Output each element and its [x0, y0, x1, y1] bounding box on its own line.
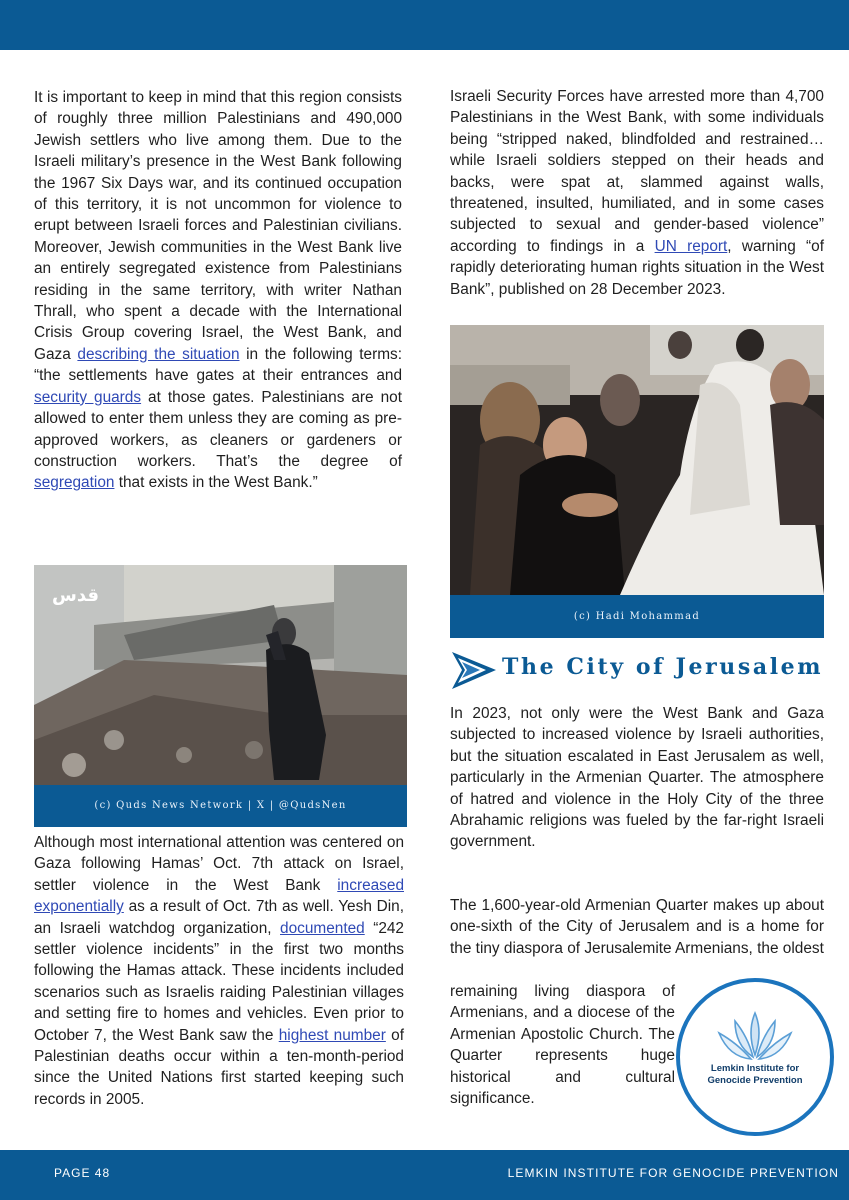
text-run: at those gates. Palestinians are not allowed to enter them unless they are coming as pre-approved workers, as cleaners or gardeners or construction workers. That’s the degree of: [34, 388, 402, 470]
paragraph-jerusalem: In 2023, not only were the West Bank and Gaza subjected to increased violence by Israeli authorities, but the situation escalated in East Jerusalem as well, particularly in the Armenian Quarter. The atmosphere of hatred and violence in the Holy City of the three Abrahamic religions was fueled by the far-right Israeli government.: [450, 705, 824, 851]
text-run: as a result of Oct. 7th as well. Yesh Din, an Israeli watchdog organization,: [34, 898, 404, 937]
lemkin-logo: [675, 977, 835, 1137]
header-bar: [0, 0, 849, 50]
photo-rubble-illustration: [34, 565, 407, 785]
link-increased-exponentially[interactable]: increased exponentially: [34, 876, 404, 916]
link-security-guards[interactable]: security guards: [34, 388, 142, 406]
text-run: in the following terms: “the settlements have gates at their entrances and: [34, 345, 402, 385]
link-documented[interactable]: documented: [280, 919, 365, 937]
logo-line-1: Lemkin Institute for: [710, 1063, 800, 1074]
footer-organization: LEMKIN INSTITUTE FOR GENOCIDE PREVENTION: [507, 1166, 839, 1180]
section-title: The City of Jerusalem: [502, 654, 824, 680]
text-run: Although most international attention was centered on Gaza following Hamas’ Oct. 7th attack on Israel, settler violence in the West Bank: [34, 834, 404, 894]
right-paragraph-3a: [450, 895, 824, 959]
text-run: that exists in the West Bank.”: [114, 474, 318, 492]
arrow-chevron-icon: [450, 648, 498, 693]
photo-caption-left: (c) Quds News Network | X | @QudsNen: [34, 785, 407, 827]
right-paragraph-1: [450, 86, 824, 300]
logo-text: [675, 1063, 835, 1087]
link-segregation[interactable]: segregation: [34, 474, 115, 492]
logo-line-2: Genocide Prevention: [707, 1075, 803, 1086]
text-run: of Palestinian deaths occur within a ten-month-period since the United Nations first started keeping such records in 2005.: [34, 1026, 404, 1108]
section-heading: [450, 648, 840, 693]
right-paragraph-2: [450, 703, 824, 853]
right-paragraph-3b: [450, 981, 675, 1109]
left-paragraph-2: [34, 832, 404, 1110]
text-run: , warning “of rapidly deteriorating human rights situation in the West Bank”, published on 28 December 2023.: [450, 237, 824, 298]
text-run: It is important to keep in mind that this region consists of roughly three million Palestinians and 490,000 Jewish settlers who live among them. Due to the Israeli military’s presence in the West Bank following the 1967 Six Days war, and its continued occupation of this territory, it is not uncommon for violence to erupt between Israeli forces and Palestinian civilians. Moreover, Jewish communities in the West Bank live an entirely segregated existence from Palestinians residing in the same territory, with writer Nathan Thrall, who spent a decade with the International Crisis Group covering Israel, the West Bank, and Gaza: [34, 89, 402, 363]
lotus-icon: [675, 977, 835, 1137]
link-highest-number[interactable]: highest number: [278, 1026, 386, 1044]
photo-grieving-women: [450, 325, 824, 595]
page-number: PAGE 48: [54, 1166, 111, 1180]
link-describing-the-situation[interactable]: describing the situation: [77, 345, 240, 363]
paragraph-armenian-quarter: The 1,600-year-old Armenian Quarter makes up about one-sixth of the City of Jerusalem and is a home for the tiny diaspora of Jerusalemite Armenians, the oldest: [450, 897, 824, 957]
text-run: “242 settler violence incidents” in the first two months following the Hamas attack. These incidents included scenarios such as Israelis raiding Palestinian villages and setting fire to homes and vehicles. Even prior to October 7, the West Bank saw the: [34, 919, 404, 1044]
link-un-report[interactable]: UN report: [654, 237, 728, 255]
photo-watermark: قدس: [52, 585, 100, 606]
photo-caption-right: (c) Hadi Mohammad: [450, 595, 824, 638]
text-run: Israeli Security Forces have arrested more than 4,700 Palestinians in the West Bank, with some individuals being “stripped naked, blindfolded and restrained…while Israeli soldiers stepped on their heads and backs, were spat at, slammed against walls, threatened, insulted, humiliated, and in some cases subjected to sexual and gender-based violence” according to findings in a: [450, 88, 824, 255]
photo-grieving-illustration: [450, 325, 824, 595]
left-paragraph-1: [34, 87, 402, 494]
photo-rubble-man: [34, 565, 407, 785]
paragraph-armenian-quarter-cont: remaining living diaspora of Armenians, and a diocese of the Armenian Apostolic Church. The Quarter represents huge historical and cultural significance.: [450, 983, 675, 1108]
